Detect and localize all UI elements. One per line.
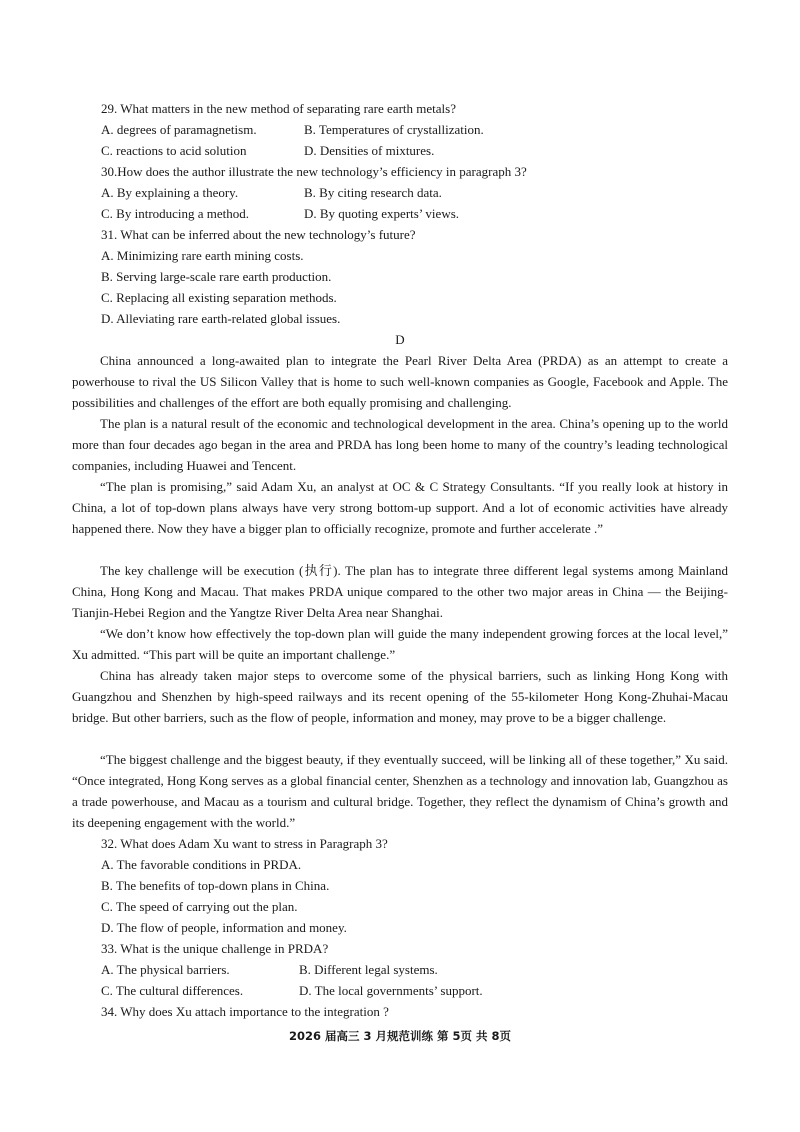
passage-paragraph-2: The plan is a natural result of the economic and technological development in the area. China’s opening up to the world more than four decades ago began in the area and PRDA has long been home to many of the country’s leading technological companies, including Huawei and Tencent. — [72, 416, 728, 473]
question-34-stem: 34. Why does Xu attach importance to the integration ? — [101, 1004, 389, 1019]
passage-paragraph-5: “We don’t know how effectively the top-down plan will guide the many independent growing forces at the local level,” Xu admitted. “This part will be quite an important challenge.” — [72, 626, 728, 662]
question-29-option-a: A. degrees of paramagnetism. — [101, 122, 257, 137]
question-30-stem: 30.How does the author illustrate the new technology’s efficiency in paragraph 3? — [101, 164, 527, 179]
passage-paragraph-1: China announced a long-awaited plan to integrate the Pearl River Delta Area (PRDA) as an attempt to create a powerhouse to rival the US Silicon Valley that is home to such well-known companies as Google, Facebook and Apple. The possibilities and challenges of the effort are both equally promising and challenging. — [72, 353, 728, 410]
question-33-stem: 33. What is the unique challenge in PRDA? — [101, 941, 329, 956]
question-31-option-b: B. Serving large-scale rare earth production. — [101, 269, 332, 284]
question-30-option-c: C. By introducing a method. — [101, 206, 250, 221]
question-30-option-a: A. By explaining a theory. — [101, 185, 239, 200]
question-31-option-c: C. Replacing all existing separation methods. — [101, 290, 337, 305]
question-30-option-d: D. By quoting experts’ views. — [304, 206, 460, 221]
question-31-option-a: A. Minimizing rare earth mining costs. — [101, 248, 304, 263]
question-29-option-c: C. reactions to acid solution — [101, 143, 247, 158]
question-29-option-d: D. Densities of mixtures. — [304, 143, 435, 158]
question-33-option-a: A. The physical barriers. — [101, 962, 230, 977]
question-33-option-c: C. The cultural differences. — [101, 983, 244, 998]
passage-paragraph-7: “The biggest challenge and the biggest beauty, if they eventually succeed, will be linking all of these together,” Xu said. “Once integrated, Hong Kong serves as a global financial center, Shenzhen as a technology and innovation lab, Guangzhou as a trade powerhouse, and Macau as a tourism and cultural bridge. Together, they reflect the dynamism of China’s growth and its deepening engagement with the world.” — [72, 752, 728, 830]
question-31-stem: 31. What can be inferred about the new technology’s future? — [101, 227, 416, 242]
question-32-stem: 32. What does Adam Xu want to stress in Paragraph 3? — [101, 836, 388, 851]
question-32-option-b: B. The benefits of top-down plans in China. — [101, 878, 330, 893]
question-32-option-c: C. The speed of carrying out the plan. — [101, 899, 298, 914]
question-30-option-b: B. By citing research data. — [304, 185, 442, 200]
passage-paragraph-4: The key challenge will be execution (执行). The plan has to integrate three different legal systems among Mainland China, Hong Kong and Macau. That makes PRDA unique compared to the other two major areas in China — the Beijing-Tianjin-Hebei Region and the Yangtze River Delta Area near Shanghai. — [72, 563, 728, 620]
question-32-option-a: A. The favorable conditions in PRDA. — [101, 857, 302, 872]
section-heading-d: D — [395, 332, 405, 347]
question-29-stem: 29. What matters in the new method of separating rare earth metals? — [101, 101, 456, 116]
question-33-option-b: B. Different legal systems. — [299, 962, 438, 977]
question-33-option-d: D. The local governments’ support. — [299, 983, 483, 998]
question-32-option-d: D. The flow of people, information and money. — [101, 920, 347, 935]
question-31-option-d: D. Alleviating rare earth-related global issues. — [101, 311, 341, 326]
question-29-option-b: B. Temperatures of crystallization. — [304, 122, 484, 137]
passage-paragraph-6: China has already taken major steps to overcome some of the physical barriers, such as linking Hong Kong with Guangzhou and Shenzhen by high-speed railways and its recent opening of the 55-kilometer Hong Kong-Zhuhai-Macau bridge. But other barriers, such as the flow of people, information and money, may prove to be a bigger challenge. — [72, 668, 728, 725]
page-footer: 2026 届高三 3 月规范训练 第 5页 共 8页 — [288, 1029, 512, 1043]
passage-paragraph-3: “The plan is promising,” said Adam Xu, an analyst at OC & C Strategy Consultants. “If you really look at history in China, a lot of top-down plans always have very strong bottom-up support. And a lot of economic activities have already happened there. Now they have a bigger plan to officially recognize, promote and further accelerate .” — [72, 479, 728, 536]
